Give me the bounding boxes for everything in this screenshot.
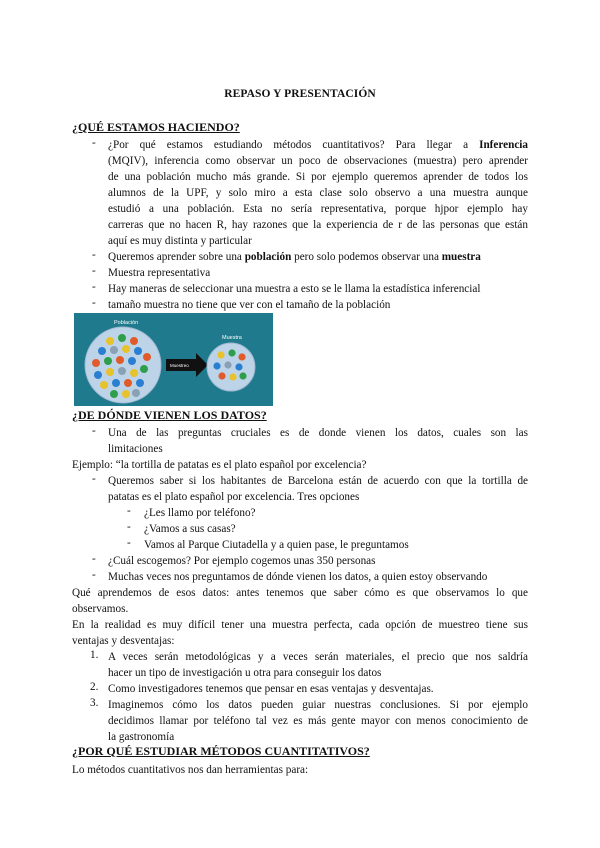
numbered-1-line-1: A veces serán metodológicas y a veces serán materiales, el precio que nos saldría <box>108 651 528 663</box>
sub-option-3: Vamos al Parque Ciutadella y a quien pase, le preguntamos <box>144 539 409 551</box>
bullet-dash: - <box>92 137 96 149</box>
bullet-dash: - <box>92 473 96 485</box>
s2-bullet-2-line-1: Queremos saber si los habitantes de Barcelona están de acuerdo con que la tortilla de <box>108 475 528 487</box>
bold-term-inferencia: Inferencia <box>479 139 528 151</box>
bullet-dash: - <box>92 553 96 565</box>
s2-bullet-4: Muchas veces nos preguntamos de dónde vienen los datos, a quien estoy observando <box>108 571 488 583</box>
bullet-dash: - <box>92 265 96 277</box>
bullet-dash: - <box>92 425 96 437</box>
bold-term-muestra: muestra <box>441 251 481 263</box>
bullet-1-line-1 <box>108 137 528 153</box>
list-number-1: 1. <box>90 649 99 661</box>
bullet-1-line-2: (MQIV), inferencia como observar un poco de observaciones (muestra) pero aprender <box>108 155 528 167</box>
section-3-paragraph: Lo métodos cuantitativos nos dan herramientas para: <box>72 764 309 776</box>
numbered-3-line-2: decidimos llamar por teléfono tal vez es más gente mayor con menos conocimiento de <box>108 715 528 727</box>
s2-bullet-2-line-2: patatas es el plato español por excelencia. Tres opciones <box>108 491 360 503</box>
list-number-3: 3. <box>90 697 99 709</box>
section-heading-de-donde-vienen: ¿DE DÓNDE VIENEN LOS DATOS? <box>72 408 267 422</box>
bullet-dash: - <box>92 249 96 261</box>
bullet-2 <box>108 249 481 265</box>
sub-bullet-dash: - <box>127 505 131 517</box>
bullet-dash: - <box>92 281 96 293</box>
sub-option-2: ¿Vamos a sus casas? <box>144 523 236 535</box>
text-run: ¿Por qué estamos estudiando métodos cuantitativos? Para llegar a <box>108 139 480 151</box>
section-heading-por-que-estudiar: ¿POR QUÉ ESTUDIAR MÉTODOS CUANTITATIVOS? <box>72 744 370 758</box>
population-sample-diagram <box>74 313 273 406</box>
page-title: REPASO Y PRESENTACIÓN <box>224 88 376 100</box>
sub-bullet-dash: - <box>127 521 131 533</box>
paragraph-1-line-1: Qué aprendemos de esos datos: antes tenemos que saber cómo es que observamos lo que <box>72 587 528 599</box>
sub-option-1: ¿Les llamo por teléfono? <box>144 507 256 519</box>
bullet-1-line-5: estudió a una población. Esta no sería representativa, porque hjpor ejemplo hay <box>108 203 528 215</box>
paragraph-2-line-2: ventajas y desventajas: <box>72 635 175 647</box>
numbered-3-line-1: Imaginemos cómo los datos pueden guiar nuestras conclusiones. Si por ejemplo <box>108 699 528 711</box>
section-heading-que-estamos-haciendo: ¿QUÉ ESTAMOS HACIENDO? <box>72 120 240 134</box>
bullet-1-line-4: alumnos de la UPF, y solo miro a esta clase solo observo a una muestra aunque <box>108 187 528 199</box>
bullet-1-line-6: carreras que no hacen R, hay razones que la experiencia de r de las personas que están <box>108 219 528 231</box>
bold-term-poblacion: población <box>244 251 292 263</box>
s2-bullet-3: ¿Cuál escogemos? Por ejemplo cogemos unas 350 personas <box>108 555 376 567</box>
paragraph-1-line-2: observamos. <box>72 603 129 615</box>
bullet-dash: - <box>92 569 96 581</box>
s2-bullet-1-line-1: Una de las preguntas cruciales es de donde vienen los datos, cuales son las <box>108 427 528 439</box>
sub-bullet-dash: - <box>127 537 131 549</box>
sampling-label: Muestreo <box>170 363 189 368</box>
bullet-1-line-3: de una población mucho más grande. Si por ejemplo queremos aprender de todos los <box>108 171 528 183</box>
text-run: Queremos aprender sobre una <box>108 251 245 263</box>
bullet-3: Muestra representativa <box>108 267 211 279</box>
bullet-4: Hay maneras de seleccionar una muestra a esto se le llama la estadística inferencial <box>108 283 481 295</box>
list-number-2: 2. <box>90 681 99 693</box>
sample-label: Muestra <box>222 335 242 341</box>
paragraph-2-line-1: En la realidad es muy difícil tener una muestra perfecta, cada opción de muestreo tiene sus <box>72 619 528 631</box>
bullet-1-line-7: aquí es muy distinta y particular <box>108 235 252 247</box>
numbered-2: Como investigadores tenemos que pensar en esas ventajas y desventajas. <box>108 683 434 695</box>
s2-bullet-1-line-2: limitaciones <box>108 443 163 455</box>
example-line: Ejemplo: “la tortilla de patatas es el plato español por excelencia? <box>72 459 367 471</box>
text-run: pero solo podemos observar una <box>291 251 442 263</box>
numbered-1-line-2: hacer un tipo de investigación u otra para conseguir los datos <box>108 667 382 679</box>
numbered-3-line-3: la gastronomía <box>108 731 175 743</box>
bullet-dash: - <box>92 297 96 309</box>
population-label: Población <box>114 320 139 326</box>
bullet-5: tamaño muestra no tiene que ver con el tamaño de la población <box>108 299 391 311</box>
